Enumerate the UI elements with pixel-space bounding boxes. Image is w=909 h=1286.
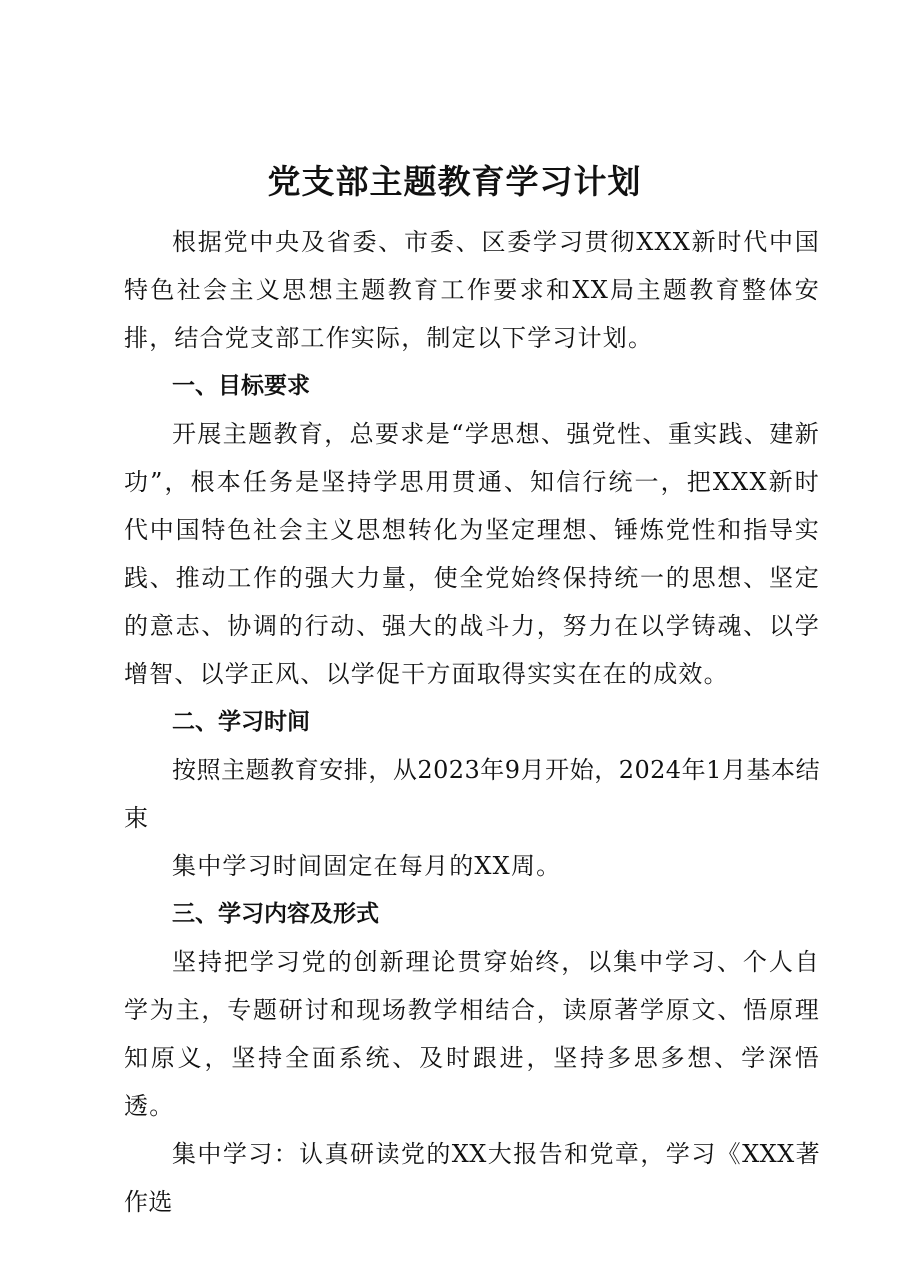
centralized-study-paragraph: 集中学习：认真研读党的XX大报告和党章，学习《XXX著作选 (124, 1140, 820, 1216)
content-paragraph: 坚持把学习党的创新理论贯穿始终，以集中学习、个人自学为主，专题研讨和现场教学相结合，读原著学原文、悟原理知原义，坚持全面系统、及时跟进，坚持多思多想、学深悟透。 (124, 948, 820, 1120)
schedule-paragraph: 按照主题教育安排，从2023年9月开始，2024年1月基本结束 (124, 756, 820, 832)
section-heading-content: 三、学习内容及形式 (172, 901, 379, 927)
document-title: 党支部主题教育学习计划 (267, 162, 642, 201)
schedule-weekly-paragraph: 集中学习时间固定在每月的XX周。 (172, 852, 562, 880)
document-body (124, 218, 820, 1226)
section-heading-schedule: 二、学习时间 (172, 709, 310, 735)
section-heading-goals: 一、目标要求 (172, 373, 310, 399)
intro-paragraph: 根据党中央及省委、市委、区委学习贯彻XXX新时代中国特色社会主义思想主题教育工作要求和XX局主题教育整体安排，结合党支部工作实际，制定以下学习计划。 (124, 228, 820, 352)
goals-paragraph: 开展主题教育，总要求是“学思想、强党性、重实践、建新功”，根本任务是坚持学思用贯通、知信行统一，把XXX新时代中国特色社会主义思想转化为坚定理想、锤炼党性和指导实践、推动工作的强大力量，使全党始终保持统一的思想、坚定的意志、协调的行动、强大的战斗力，努力在以学铸魂、以学增智、以学正风、以学促干方面取得实实在在的成效。 (124, 420, 820, 688)
